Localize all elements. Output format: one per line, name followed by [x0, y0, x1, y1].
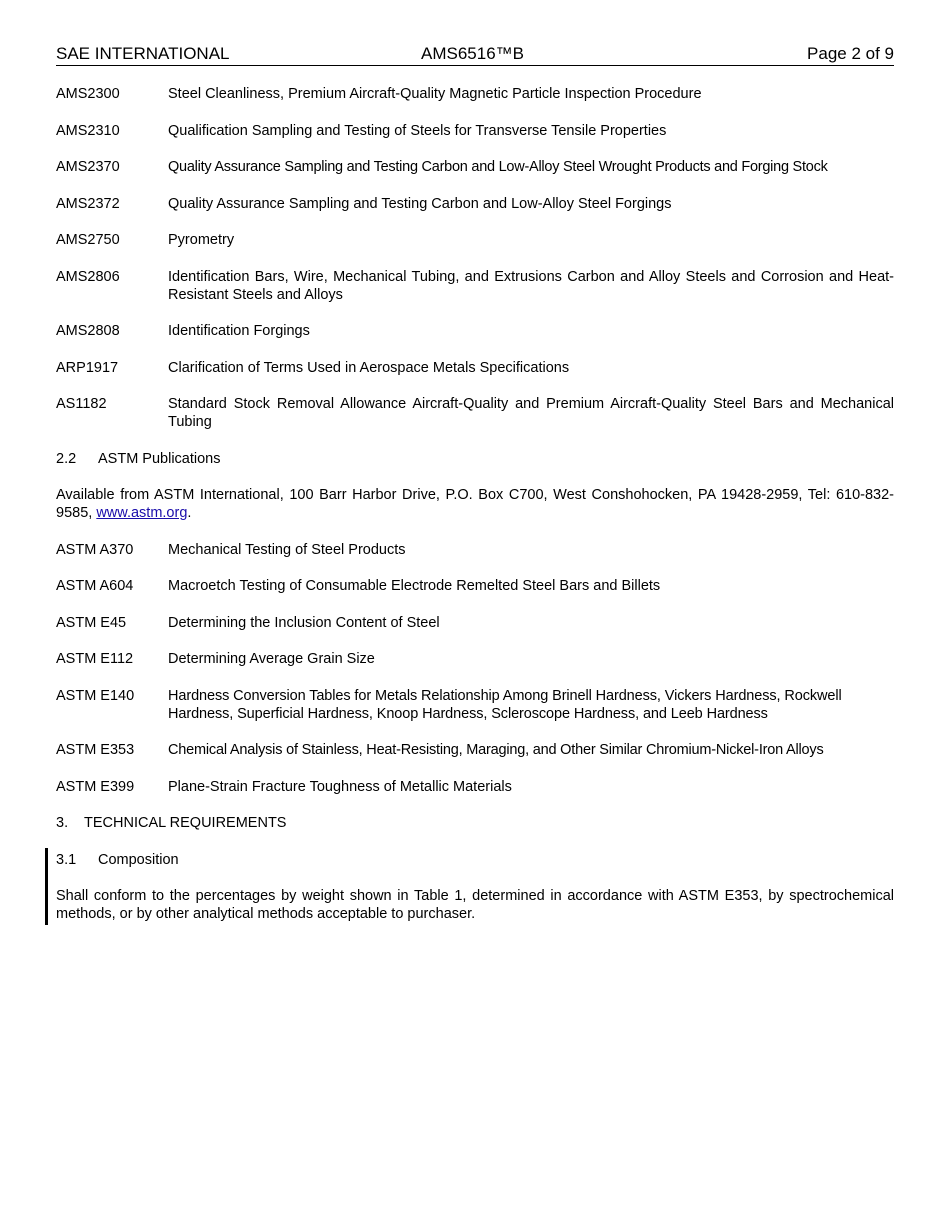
reference-entry [56, 614, 894, 632]
document-body [56, 85, 894, 923]
reference-entry [56, 85, 894, 103]
reference-code: AMS2808 [56, 323, 120, 339]
reference-title: Chemical Analysis of Stainless, Heat-Resisting, Maraging, and Other Similar Chromium-Nickel-Iron Alloys [168, 742, 824, 758]
reference-code: AMS2750 [56, 232, 120, 248]
section-heading-3-1 [56, 851, 894, 869]
header-page-number: Page 2 of 9 [807, 44, 894, 63]
reference-code: ASTM E140 [56, 687, 135, 704]
reference-code: ASTM A370 [56, 541, 134, 558]
reference-code: AMS2806 [56, 268, 120, 285]
page-header [56, 44, 894, 66]
section-heading-3 [56, 814, 894, 832]
header-publisher: SAE INTERNATIONAL [56, 44, 230, 63]
section-title: TECHNICAL REQUIREMENTS [84, 815, 287, 831]
section-title: ASTM Publications [98, 450, 221, 467]
reference-code: AS1182 [56, 396, 107, 412]
section-title: Composition [98, 851, 179, 868]
reference-code: ASTM E353 [56, 742, 135, 758]
reference-entry [56, 650, 894, 668]
section-number: 3. [56, 815, 69, 831]
availability-paragraph [56, 486, 894, 522]
reference-code: AMS2300 [56, 86, 120, 102]
reference-entry [56, 195, 894, 213]
reference-entry [56, 395, 894, 431]
reference-entry [56, 158, 894, 176]
reference-code: AMS2310 [56, 122, 120, 139]
reference-title: Hardness Conversion Tables for Metals Relationship Among Brinell Hardness, Vickers Hardness, Rockwell Hardness, Superficial Hardness, Knoop Hardness, Scleroscope Hardness, and Leeb Hardness [168, 687, 842, 722]
reference-entry [56, 231, 894, 249]
reference-title: Pyrometry [168, 232, 235, 248]
reference-code: ASTM E112 [56, 651, 134, 667]
reference-code: ASTM A604 [56, 578, 134, 594]
section-number: 2.2 [56, 450, 77, 467]
reference-title: Standard Stock Removal Allowance Aircraft-Quality and Premium Aircraft-Quality Steel Bars and Mechanical Tubing [168, 396, 894, 430]
reference-entry [56, 687, 894, 723]
section-number: 3.1 [56, 851, 77, 868]
reference-entry [56, 322, 894, 340]
availability-period: . [187, 505, 192, 521]
reference-entry [56, 359, 894, 377]
reference-code: ARP1917 [56, 359, 119, 376]
reference-code: ASTM E399 [56, 778, 135, 795]
composition-paragraph: Shall conform to the percentages by weight shown in Table 1, determined in accordance with ASTM E353, by spectrochemical methods, or by other analytical methods acceptable to purchaser. [56, 888, 894, 922]
reference-title: Identification Bars, Wire, Mechanical Tubing, and Extrusions Carbon and Alloy Steels and Corrosion and Heat-Resistant Steels and Alloys [168, 268, 894, 303]
reference-entry [56, 268, 894, 304]
reference-code: ASTM E45 [56, 614, 127, 631]
reference-title: Determining Average Grain Size [168, 651, 375, 667]
reference-title: Quality Assurance Sampling and Testing Carbon and Low-Alloy Steel Wrought Products and Forging Stock [168, 159, 828, 175]
astm-website-link[interactable]: www.astm.org [96, 505, 188, 521]
reference-title: Mechanical Testing of Steel Products [168, 541, 406, 558]
reference-title: Identification Forgings [168, 323, 310, 339]
reference-title: Steel Cleanliness, Premium Aircraft-Quality Magnetic Particle Inspection Procedure [168, 86, 702, 102]
reference-code: AMS2372 [56, 195, 120, 212]
reference-title: Determining the Inclusion Content of Steel [168, 614, 440, 631]
header-document-number: AMS6516™B [421, 44, 524, 63]
reference-title: Quality Assurance Sampling and Testing Carbon and Low-Alloy Steel Forgings [168, 195, 672, 212]
reference-entry [56, 577, 894, 595]
reference-entry [56, 122, 894, 140]
reference-code: AMS2370 [56, 159, 120, 175]
reference-title: Plane-Strain Fracture Toughness of Metallic Materials [168, 778, 512, 795]
reference-title: Macroetch Testing of Consumable Electrode Remelted Steel Bars and Billets [168, 578, 661, 594]
reference-entry [56, 778, 894, 796]
reference-title: Clarification of Terms Used in Aerospace Metals Specifications [168, 359, 570, 376]
reference-title: Qualification Sampling and Testing of Steels for Transverse Tensile Properties [168, 122, 667, 139]
availability-text: Available from ASTM International, 100 Barr Harbor Drive, P.O. Box C700, West Conshohocken, PA 19428-2959, Tel: 610-832-9585, [56, 487, 894, 521]
document-page [56, 44, 894, 942]
revision-change-bar [45, 848, 48, 925]
reference-entry [56, 741, 894, 759]
reference-entry [56, 541, 894, 559]
section-heading-2-2 [56, 450, 894, 468]
